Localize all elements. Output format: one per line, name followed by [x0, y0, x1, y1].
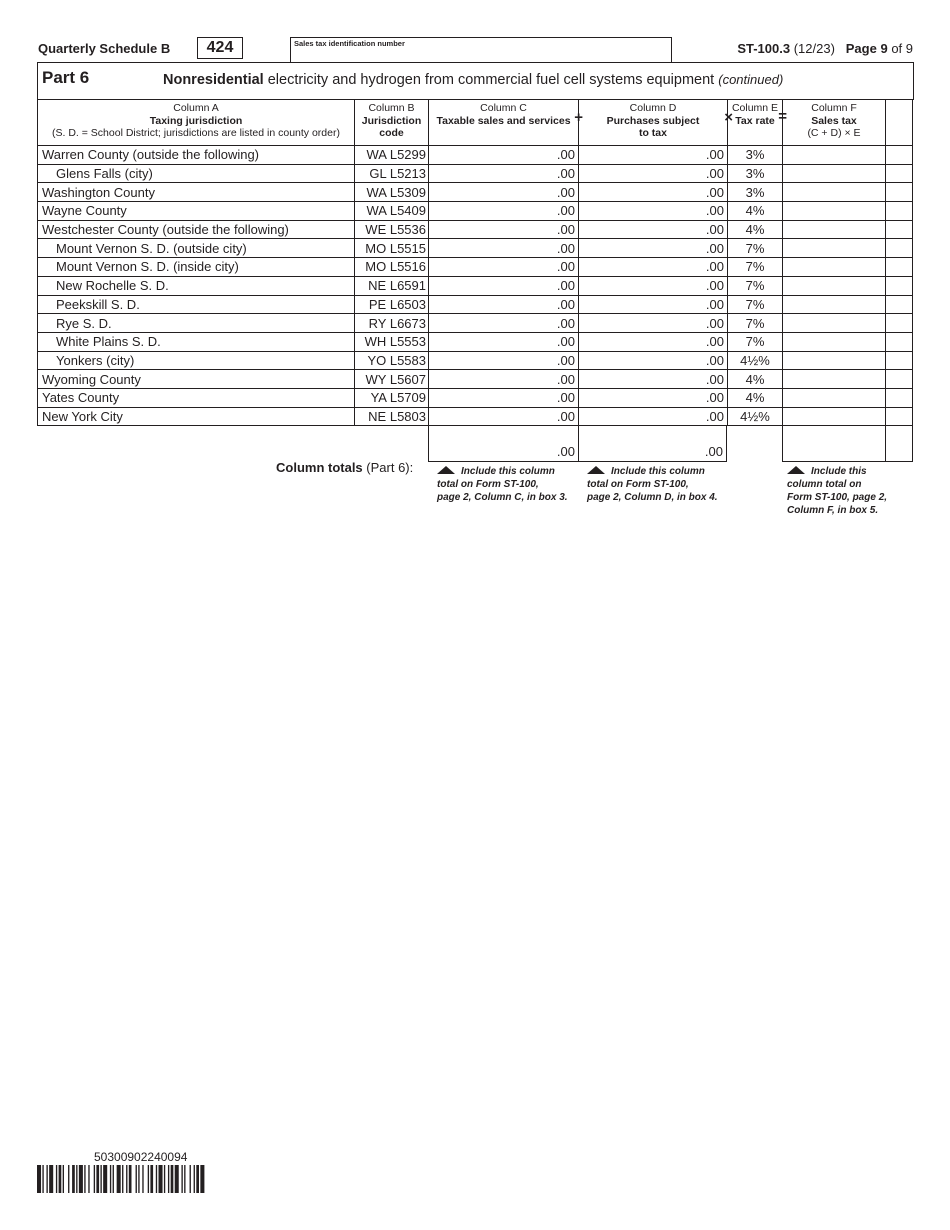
column-a-header [38, 100, 355, 146]
column-b-name: Column B [368, 102, 415, 114]
column-blank-total-field [885, 425, 913, 462]
note-d-line-2: total on Form ST-100, [587, 479, 689, 490]
plus-operator: + [574, 109, 583, 126]
column-f-total-field[interactable] [782, 425, 886, 462]
column-d-total-note [587, 465, 718, 504]
purchases-subject-field[interactable]: .00 [579, 183, 728, 202]
sales-tax-field[interactable] [783, 388, 886, 407]
jurisdiction-name: New Rochelle S. D. [38, 276, 355, 295]
jurisdiction-code: RY L6673 [355, 314, 429, 333]
blank-cell [886, 388, 913, 407]
column-a-name: Column A [173, 102, 219, 114]
table-row [38, 351, 913, 370]
taxable-sales-field[interactable]: .00 [429, 332, 579, 351]
taxable-sales-field[interactable]: .00 [429, 146, 579, 165]
part-title [163, 72, 783, 88]
tax-rate: 3% [728, 183, 783, 202]
table-row [38, 370, 913, 389]
blank-cell [886, 164, 913, 183]
tax-rate: 7% [728, 295, 783, 314]
taxable-sales-field[interactable]: .00 [429, 164, 579, 183]
barcode-number: 50300902240094 [94, 1150, 188, 1164]
blank-cell [886, 220, 913, 239]
blank-cell [886, 370, 913, 389]
taxable-sales-field[interactable]: .00 [429, 220, 579, 239]
form-identifier [737, 41, 913, 56]
part-label: Part 6 [42, 68, 90, 87]
sales-tax-field[interactable] [783, 351, 886, 370]
sales-tax-field[interactable] [783, 258, 886, 277]
jurisdiction-code: MO L5516 [355, 258, 429, 277]
sales-tax-field[interactable] [783, 239, 886, 258]
page-of: of 9 [891, 41, 913, 56]
column-totals-label-rest: (Part 6): [362, 460, 414, 475]
sales-tax-field[interactable] [783, 276, 886, 295]
column-d-name: Column D [629, 102, 677, 114]
table-row [38, 258, 913, 277]
column-b-header [355, 100, 429, 146]
blank-cell [886, 146, 913, 165]
jurisdiction-name: Wayne County [38, 202, 355, 221]
taxable-sales-field[interactable]: .00 [429, 276, 579, 295]
jurisdiction-name: White Plains S. D. [38, 332, 355, 351]
form-date: (12/23) [793, 41, 835, 56]
up-arrow-icon [437, 466, 455, 474]
tax-rate: 7% [728, 239, 783, 258]
table-row [38, 202, 913, 221]
column-c-title: Taxable sales and services [436, 114, 571, 127]
jurisdiction-name: Washington County [38, 183, 355, 202]
note-f-line-4: Column F, in box 5. [787, 505, 879, 516]
jurisdiction-name: Yates County [38, 388, 355, 407]
form-number: ST-100.3 [737, 41, 791, 56]
blank-cell [886, 258, 913, 277]
jurisdiction-code: GL L5213 [355, 164, 429, 183]
jurisdiction-name: Glens Falls (city) [38, 164, 355, 183]
schedule-title: Quarterly Schedule B [38, 41, 171, 56]
column-d-total-field[interactable] [578, 425, 727, 462]
table-row [38, 388, 913, 407]
column-b-title: Jurisdiction [361, 114, 422, 127]
jurisdiction-code: WA L5299 [355, 146, 429, 165]
tax-rate: 7% [728, 258, 783, 277]
column-f-title: Sales tax [811, 114, 857, 127]
barcode-icon [37, 1165, 249, 1193]
part-title-bold: Nonresidential [163, 72, 264, 88]
sales-tax-field[interactable] [783, 183, 886, 202]
tax-rate: 4% [728, 202, 783, 221]
sales-tax-field[interactable] [783, 332, 886, 351]
blank-cell [886, 332, 913, 351]
column-c-total-note [437, 465, 568, 504]
note-c-line-3: page 2, Column C, in box 3. [437, 492, 568, 503]
column-c-total-value: .00 [556, 444, 575, 459]
tax-rate: 3% [728, 146, 783, 165]
column-d-header [579, 100, 733, 146]
column-d-title-2: to tax [638, 127, 667, 139]
tax-rate: 4½% [728, 351, 783, 370]
tax-rate: 3% [728, 164, 783, 183]
sales-tax-field[interactable] [783, 370, 886, 389]
blank-cell [886, 314, 913, 333]
taxable-sales-field[interactable]: .00 [429, 314, 579, 333]
table-row [38, 407, 913, 426]
sales-tax-field[interactable] [783, 146, 886, 165]
table-row [38, 164, 913, 183]
jurisdiction-code: YA L5709 [355, 388, 429, 407]
column-f-formula: (C + D) × E [807, 127, 861, 139]
jurisdiction-code: MO L5515 [355, 239, 429, 258]
purchases-subject-field[interactable]: .00 [579, 202, 728, 221]
purchases-subject-field[interactable]: .00 [579, 370, 728, 389]
blank-cell [886, 183, 913, 202]
column-e-header [728, 100, 787, 146]
tax-rate: 4% [728, 370, 783, 389]
jurisdiction-code: PE L6503 [355, 295, 429, 314]
jurisdiction-name: Mount Vernon S. D. (outside city) [38, 239, 355, 258]
blank-cell [886, 351, 913, 370]
table-row [38, 146, 913, 165]
blank-cell [886, 295, 913, 314]
jurisdiction-name: Rye S. D. [38, 314, 355, 333]
jurisdiction-name: Westchester County (outside the following) [38, 220, 355, 239]
purchases-subject-field[interactable]: .00 [579, 276, 728, 295]
sales-tax-field[interactable] [783, 202, 886, 221]
blank-cell [886, 239, 913, 258]
blank-cell [886, 202, 913, 221]
sales-tax-field[interactable] [783, 220, 886, 239]
jurisdiction-code: YO L5583 [355, 351, 429, 370]
column-e-title: Tax rate [735, 114, 775, 127]
jurisdiction-name: New York City [38, 407, 355, 426]
blank-cell [886, 276, 913, 295]
taxable-sales-field[interactable]: .00 [429, 295, 579, 314]
note-f-line-1: Include this [811, 466, 867, 477]
times-operator: × [724, 109, 733, 126]
column-a-note: (S. D. = School District; jurisdictions are listed in county order) [52, 127, 340, 139]
schedule-code: 424 [197, 37, 243, 59]
purchases-subject-field[interactable]: .00 [579, 332, 728, 351]
purchases-subject-field[interactable]: .00 [579, 295, 728, 314]
purchases-subject-field[interactable]: .00 [579, 314, 728, 333]
purchases-subject-field[interactable]: .00 [579, 146, 728, 165]
jurisdiction-code: NE L6591 [355, 276, 429, 295]
column-f-total-note [787, 465, 887, 517]
taxable-sales-field[interactable]: .00 [429, 407, 579, 426]
jurisdiction-table [37, 99, 913, 426]
taxable-sales-field[interactable]: .00 [429, 239, 579, 258]
table-row [38, 276, 913, 295]
sales-tax-field[interactable] [783, 295, 886, 314]
column-b-title-2: code [379, 127, 404, 139]
jurisdiction-name: Yonkers (city) [38, 351, 355, 370]
table-row [38, 314, 913, 333]
up-arrow-icon [587, 466, 605, 474]
purchases-subject-field[interactable]: .00 [579, 351, 728, 370]
table-row [38, 220, 913, 239]
tax-rate: 4½% [728, 407, 783, 426]
jurisdiction-code: WA L5409 [355, 202, 429, 221]
jurisdiction-name: Mount Vernon S. D. (inside city) [38, 258, 355, 277]
part-title-continued: (continued) [718, 72, 784, 87]
taxable-sales-field[interactable]: .00 [429, 388, 579, 407]
sales-tax-field[interactable] [783, 407, 886, 426]
table-row [38, 183, 913, 202]
sales-tax-field[interactable] [783, 164, 886, 183]
sales-tax-id-field[interactable] [290, 37, 672, 62]
jurisdiction-name: Warren County (outside the following) [38, 146, 355, 165]
table-row [38, 332, 913, 351]
jurisdiction-code: WY L5607 [355, 370, 429, 389]
purchases-subject-field[interactable]: .00 [579, 388, 728, 407]
jurisdiction-name: Wyoming County [38, 370, 355, 389]
page-label: Page 9 [845, 41, 888, 56]
tax-rate: 4% [728, 220, 783, 239]
column-d-title: Purchases subject [606, 114, 700, 127]
jurisdiction-name: Peekskill S. D. [38, 295, 355, 314]
column-f-header [783, 100, 886, 146]
sales-tax-id-label: Sales tax identification number [294, 39, 405, 48]
blank-cell [886, 407, 913, 426]
equals-operator: = [778, 108, 787, 125]
column-blank-header [886, 100, 913, 146]
taxable-sales-field[interactable]: .00 [429, 370, 579, 389]
note-f-line-3: Form ST-100, page 2, [787, 492, 888, 503]
note-f-line-2: column total on [787, 479, 862, 490]
tax-rate: 4% [728, 388, 783, 407]
column-a-title: Taxing jurisdiction [149, 114, 243, 127]
note-d-line-3: page 2, Column D, in box 4. [587, 492, 718, 503]
taxable-sales-field[interactable]: .00 [429, 351, 579, 370]
purchases-subject-field[interactable]: .00 [579, 164, 728, 183]
jurisdiction-code: WE L5536 [355, 220, 429, 239]
column-totals-label [276, 460, 413, 475]
sales-tax-field[interactable] [783, 314, 886, 333]
tax-rate: 7% [728, 332, 783, 351]
column-c-total-field[interactable] [428, 425, 579, 462]
taxable-sales-field[interactable]: .00 [429, 202, 579, 221]
tax-rate: 7% [728, 314, 783, 333]
jurisdiction-code: WA L5309 [355, 183, 429, 202]
table-row [38, 295, 913, 314]
table-row [38, 239, 913, 258]
column-f-name: Column F [811, 102, 857, 114]
taxable-sales-field[interactable]: .00 [429, 258, 579, 277]
part-title-text: electricity and hydrogen from commercial fuel cell systems equipment [263, 72, 719, 88]
taxable-sales-field[interactable]: .00 [429, 183, 579, 202]
purchases-subject-field[interactable]: .00 [579, 258, 728, 277]
jurisdiction-code: WH L5553 [355, 332, 429, 351]
tax-rate: 7% [728, 276, 783, 295]
column-d-total-value: .00 [704, 444, 723, 459]
column-c-name: Column C [480, 102, 527, 114]
column-e-name: Column E [731, 102, 779, 114]
up-arrow-icon [787, 466, 805, 474]
jurisdiction-code: NE L5803 [355, 407, 429, 426]
purchases-subject-field[interactable]: .00 [579, 220, 728, 239]
column-c-header [429, 100, 583, 146]
note-c-line-2: total on Form ST-100, [437, 479, 539, 490]
note-c-line-1: Include this column [461, 466, 555, 477]
column-totals-label-bold: Column totals [276, 460, 363, 475]
note-d-line-1: Include this column [611, 466, 705, 477]
purchases-subject-field[interactable]: .00 [579, 407, 728, 426]
purchases-subject-field[interactable]: .00 [579, 239, 728, 258]
